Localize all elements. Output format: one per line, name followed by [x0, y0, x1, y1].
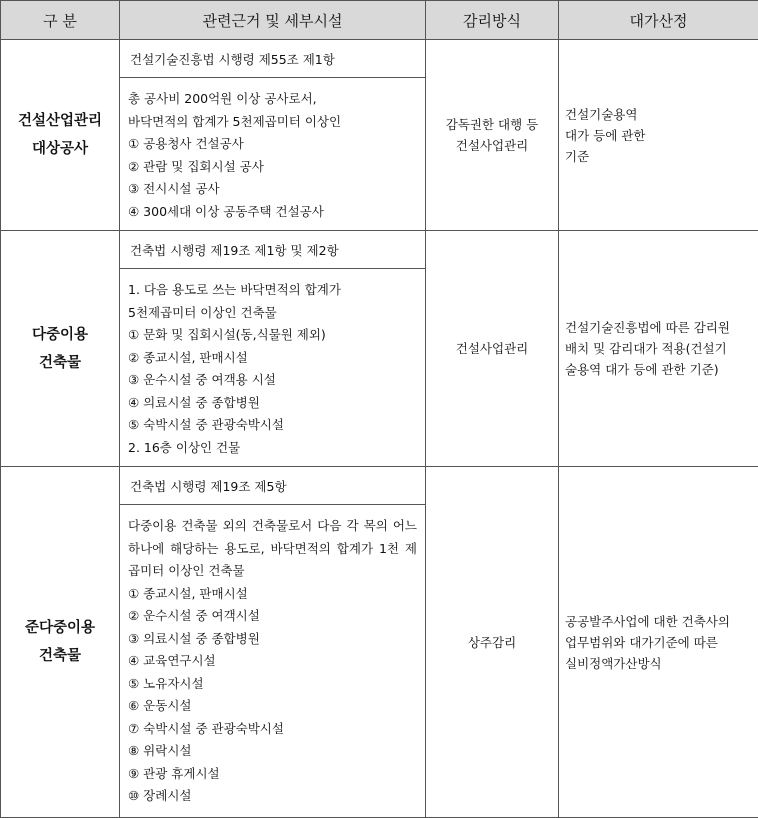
method-cell: 상주감리 — [426, 467, 559, 818]
table-row — [1, 231, 758, 269]
law-cell: 건설기술진흥법 시행령 제55조 제1항 — [120, 40, 426, 78]
header-basis: 관련근거 및 세부시설 — [120, 1, 426, 40]
category-cell: 건설산업관리 대상공사 — [1, 40, 120, 231]
header-row — [1, 1, 758, 40]
law-cell: 건축법 시행령 제19조 제1항 및 제2항 — [120, 231, 426, 269]
fee-cell: 공공발주사업에 대한 건축사의 업무범위와 대가기준에 따른 실비정액가산방식 — [559, 467, 758, 818]
method-cell: 감독권한 대행 등 건설사업관리 — [426, 40, 559, 231]
detail-cell: 총 공사비 200억원 이상 공사로서, 바닥면적의 합계가 5천제곱미터 이상인 ① 공용청사 건설공사 ② 관람 및 집회시설 공사 ③ 전시시설 공사 ④ 300세대 이상 공동주택 건설공사 — [120, 78, 426, 231]
table-row — [1, 40, 758, 78]
category-cell: 다중이용 건축물 — [1, 231, 120, 467]
header-category: 구 분 — [1, 1, 120, 40]
table-row — [1, 467, 758, 505]
fee-cell: 건설기술진흥법에 따른 감리원 배치 및 감리대가 적용(건설기 술용역 대가 등에 관한 기준) — [559, 231, 758, 467]
category-cell: 준다중이용 건축물 — [1, 467, 120, 818]
detail-cell: 1. 다음 용도로 쓰는 바닥면적의 합계가 5천제곱미터 이상인 건축물 ① 문화 및 집회시설(동,식물원 제외) ② 종교시설, 판매시설 ③ 운수시설 중 여객용 시설 ④ 의료시설 중 종합병원 ⑤ 숙박시설 중 관광숙박시설 2. 16층 이상인 건물 — [120, 269, 426, 467]
detail-cell: 다중이용 건축물 외의 건축물로서 다음 각 목의 어느 하나에 해당하는 용도로, 바닥면적의 합계가 1천 제곱미터 이상인 건축물 ① 종교시설, 판매시설 ② 운수시설 중 여객시설 ③ 의료시설 중 종합병원 ④ 교육연구시설 ⑤ 노유자시설 ⑥ 운동시설 ⑦ 숙박시설 중 관광숙박시설 ⑧ 위락시설 ⑨ 관광 휴게시설 ⑩ 장례시설 — [120, 505, 426, 818]
header-method: 감리방식 — [426, 1, 559, 40]
fee-cell: 건설기술용역 대가 등에 관한 기준 — [559, 40, 758, 231]
law-cell: 건축법 시행령 제19조 제5항 — [120, 467, 426, 505]
header-fee: 대가산정 — [559, 1, 758, 40]
method-cell: 건설사업관리 — [426, 231, 559, 467]
